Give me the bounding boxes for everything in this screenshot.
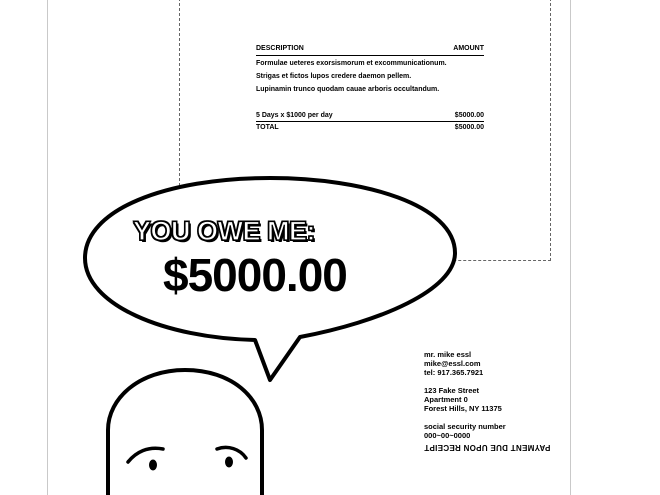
invoice-line-2: Strigas et fictos lupos credere daemon pellem. [256,73,412,80]
ssn-label: social security number [424,422,506,431]
contact-name: mr. mike essl [424,350,472,359]
address-city: Forest Hills, NY 11375 [424,404,502,413]
character-head [108,370,262,495]
address-apartment: Apartment 0 [424,395,468,404]
right-eye [225,457,233,468]
address-street: 123 Fake Street [424,386,480,395]
contact-block [424,350,483,377]
total-label: TOTAL [256,124,279,131]
item-amount: $5000.00 [454,112,484,119]
header-amount: AMOUNT [453,45,484,52]
owe-amount: $5000.00 [163,249,347,301]
invoice-line-3: Lupinamin trunco quodam cauae arboris occultandum. [256,86,440,93]
owe-title: YOU OWE ME: [133,216,315,246]
ssn-block [424,422,506,440]
item-label: 5 Days x $1000 per day [256,112,333,119]
payment-note: PAYMENT DUE UPON RECEIPT [424,443,551,452]
contact-tel: tel: 917.365.7921 [424,368,484,377]
contact-email: mike@essl.com [424,359,481,368]
total-amount: $5000.00 [454,124,484,131]
header-description: DESCRIPTION [256,45,304,52]
address-block [424,386,502,413]
left-eye [149,460,157,471]
invoice-line-1: Formulae ueteres exorsismorum et excommunicationum. [256,60,447,67]
ssn-value: 000~00~0000 [424,431,471,440]
